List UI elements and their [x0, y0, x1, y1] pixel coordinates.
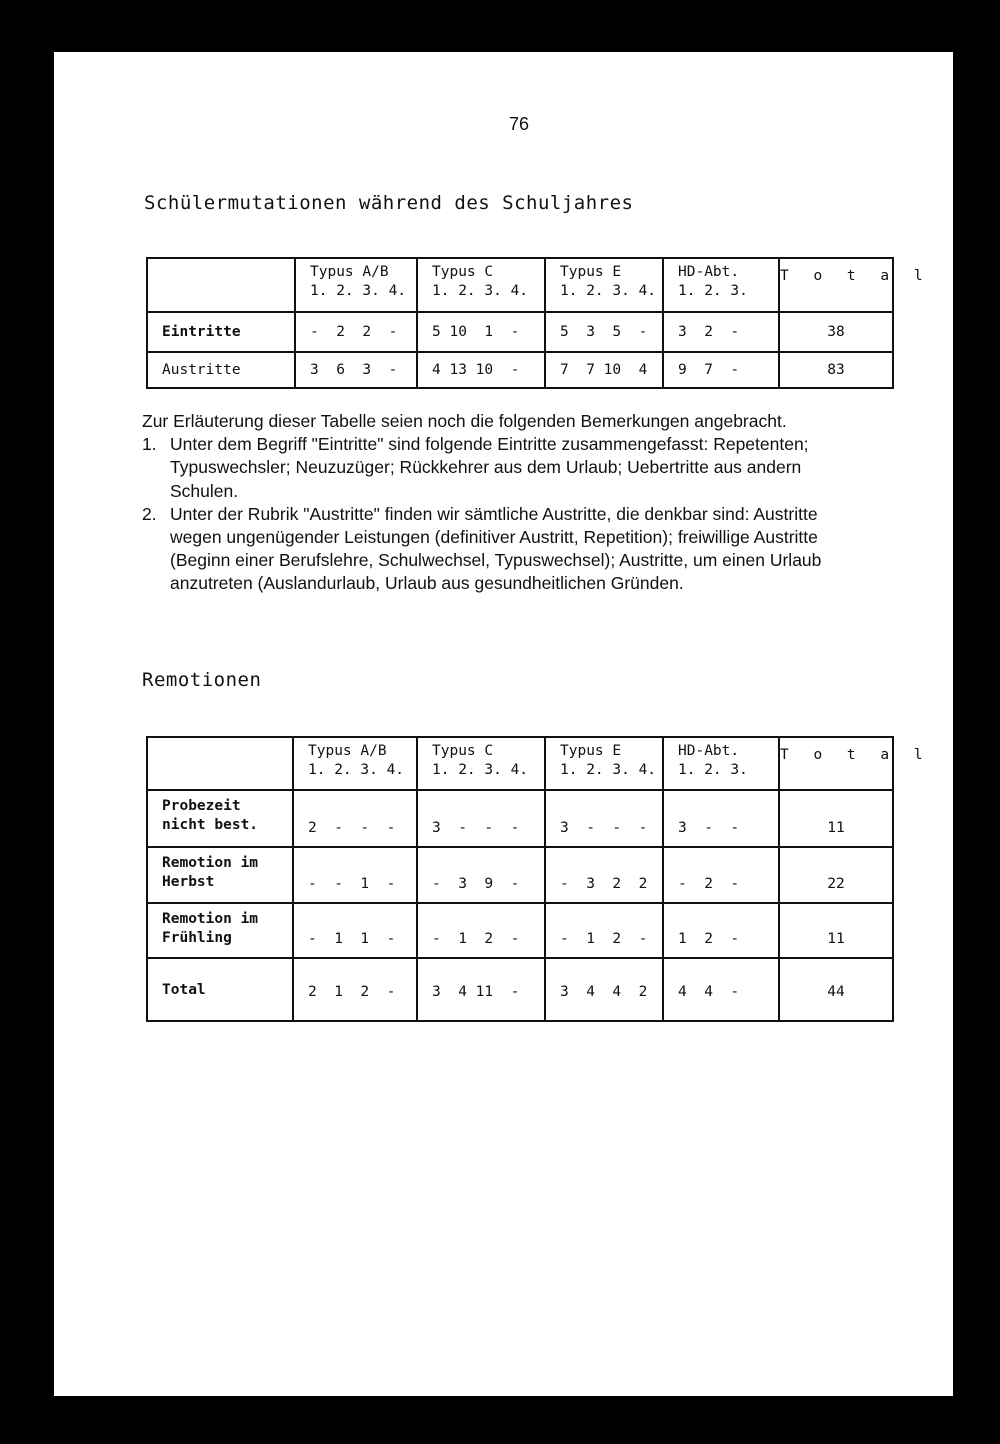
table-cell: - 3 2 2	[545, 847, 663, 903]
item-number: 2.	[142, 503, 157, 524]
table-cell: - 2 2 -	[295, 312, 417, 352]
table-cell: 3 - -	[663, 790, 779, 847]
total-cell: 38	[779, 312, 893, 352]
header-typus-c: Typus C 1. 2. 3. 4.	[417, 258, 545, 312]
header-hd-abt: HD-Abt. 1. 2. 3.	[663, 258, 779, 312]
corner-cell	[147, 737, 293, 790]
table-cell: 5 10 1 -	[417, 312, 545, 352]
mutations-table	[146, 257, 931, 389]
header-typus-ab: Typus A/B 1. 2. 3. 4.	[295, 258, 417, 312]
document-page	[54, 52, 953, 1396]
table-cell: 3 4 4 2	[545, 958, 663, 1021]
row-label: Eintritte	[147, 312, 295, 352]
table-cell: 2 - - -	[293, 790, 417, 847]
table1-title: Schülermutationen während des Schuljahres	[144, 192, 634, 214]
corner-cell	[147, 258, 295, 312]
row-label: Remotion im Frühling	[147, 903, 293, 958]
notes-block	[142, 410, 862, 596]
header-hd-abt: HD-Abt. 1. 2. 3.	[663, 737, 779, 790]
table-cell: 9 7 -	[663, 352, 779, 388]
row-label: Remotion im Herbst	[147, 847, 293, 903]
table-cell: 3 2 -	[663, 312, 779, 352]
header-typus-c: Typus C 1. 2. 3. 4.	[417, 737, 545, 790]
table-cell: 3 4 11 -	[417, 958, 545, 1021]
table-cell: 4 13 10 -	[417, 352, 545, 388]
row-label: Total	[147, 958, 293, 1021]
table-cell: - 1 2 -	[417, 903, 545, 958]
table-cell: 3 6 3 -	[295, 352, 417, 388]
table-cell: - - 1 -	[293, 847, 417, 903]
page-number: 76	[509, 114, 530, 134]
table-row	[147, 312, 893, 352]
table-row	[147, 352, 893, 388]
item-text: Unter der Rubrik "Austritte" finden wir sämtliche Austritte, die denkbar sind: Austritte wegen ungenügender Leistungen (definitiver Austritt, Repetition); freiwillige Austritte (Beginn einer Berufslehre, Schulwechsel, Typuswechsel); Austritte, um einen Urlaub anzutreten (Auslandurlaub, Urlaub aus gesundheitlichen Gründen.	[170, 503, 822, 594]
total-cell: 11	[779, 790, 893, 847]
list-item	[142, 433, 862, 503]
table-cell: 3 - - -	[545, 790, 663, 847]
total-cell: 44	[779, 958, 893, 1021]
row-label: Austritte	[147, 352, 295, 388]
row-label: Probezeit nicht best.	[147, 790, 293, 847]
table-cell: 3 - - -	[417, 790, 545, 847]
table-cell: - 2 -	[663, 847, 779, 903]
item-text: Unter dem Begriff "Eintritte" sind folgende Eintritte zusammengefasst: Repetenten; Typuswechsler; Neuzuzüger; Rückkehrer aus dem Urlaub; Uebertritte aus andern Schulen.	[170, 434, 809, 501]
total-cell: 11	[779, 903, 893, 958]
table-cell: 4 4 -	[663, 958, 779, 1021]
notes-intro: Zur Erläuterung dieser Tabelle seien noch die folgenden Bemerkungen angebracht.	[142, 411, 787, 431]
table-header-row	[147, 737, 893, 790]
table-row	[147, 958, 893, 1021]
list-item	[142, 503, 862, 596]
header-typus-e: Typus E 1. 2. 3. 4.	[545, 258, 663, 312]
item-number: 1.	[142, 434, 157, 455]
table-cell: - 1 1 -	[293, 903, 417, 958]
table-cell: 2 1 2 -	[293, 958, 417, 1021]
header-typus-ab: Typus A/B 1. 2. 3. 4.	[293, 737, 417, 790]
table-row	[147, 847, 893, 903]
table-cell: - 3 9 -	[417, 847, 545, 903]
remotions-table	[146, 736, 931, 1022]
table-header-row	[147, 258, 893, 312]
table-cell: - 1 2 -	[545, 903, 663, 958]
total-cell: 22	[779, 847, 893, 903]
header-total: T o t a l	[779, 737, 893, 790]
table-row	[147, 903, 893, 958]
table-row	[147, 790, 893, 847]
header-total: T o t a l	[779, 258, 893, 312]
table2-title: Remotionen	[142, 669, 262, 691]
header-typus-e: Typus E 1. 2. 3. 4.	[545, 737, 663, 790]
total-cell: 83	[779, 352, 893, 388]
table-cell: 5 3 5 -	[545, 312, 663, 352]
table-cell: 7 7 10 4	[545, 352, 663, 388]
table-cell: 1 2 -	[663, 903, 779, 958]
